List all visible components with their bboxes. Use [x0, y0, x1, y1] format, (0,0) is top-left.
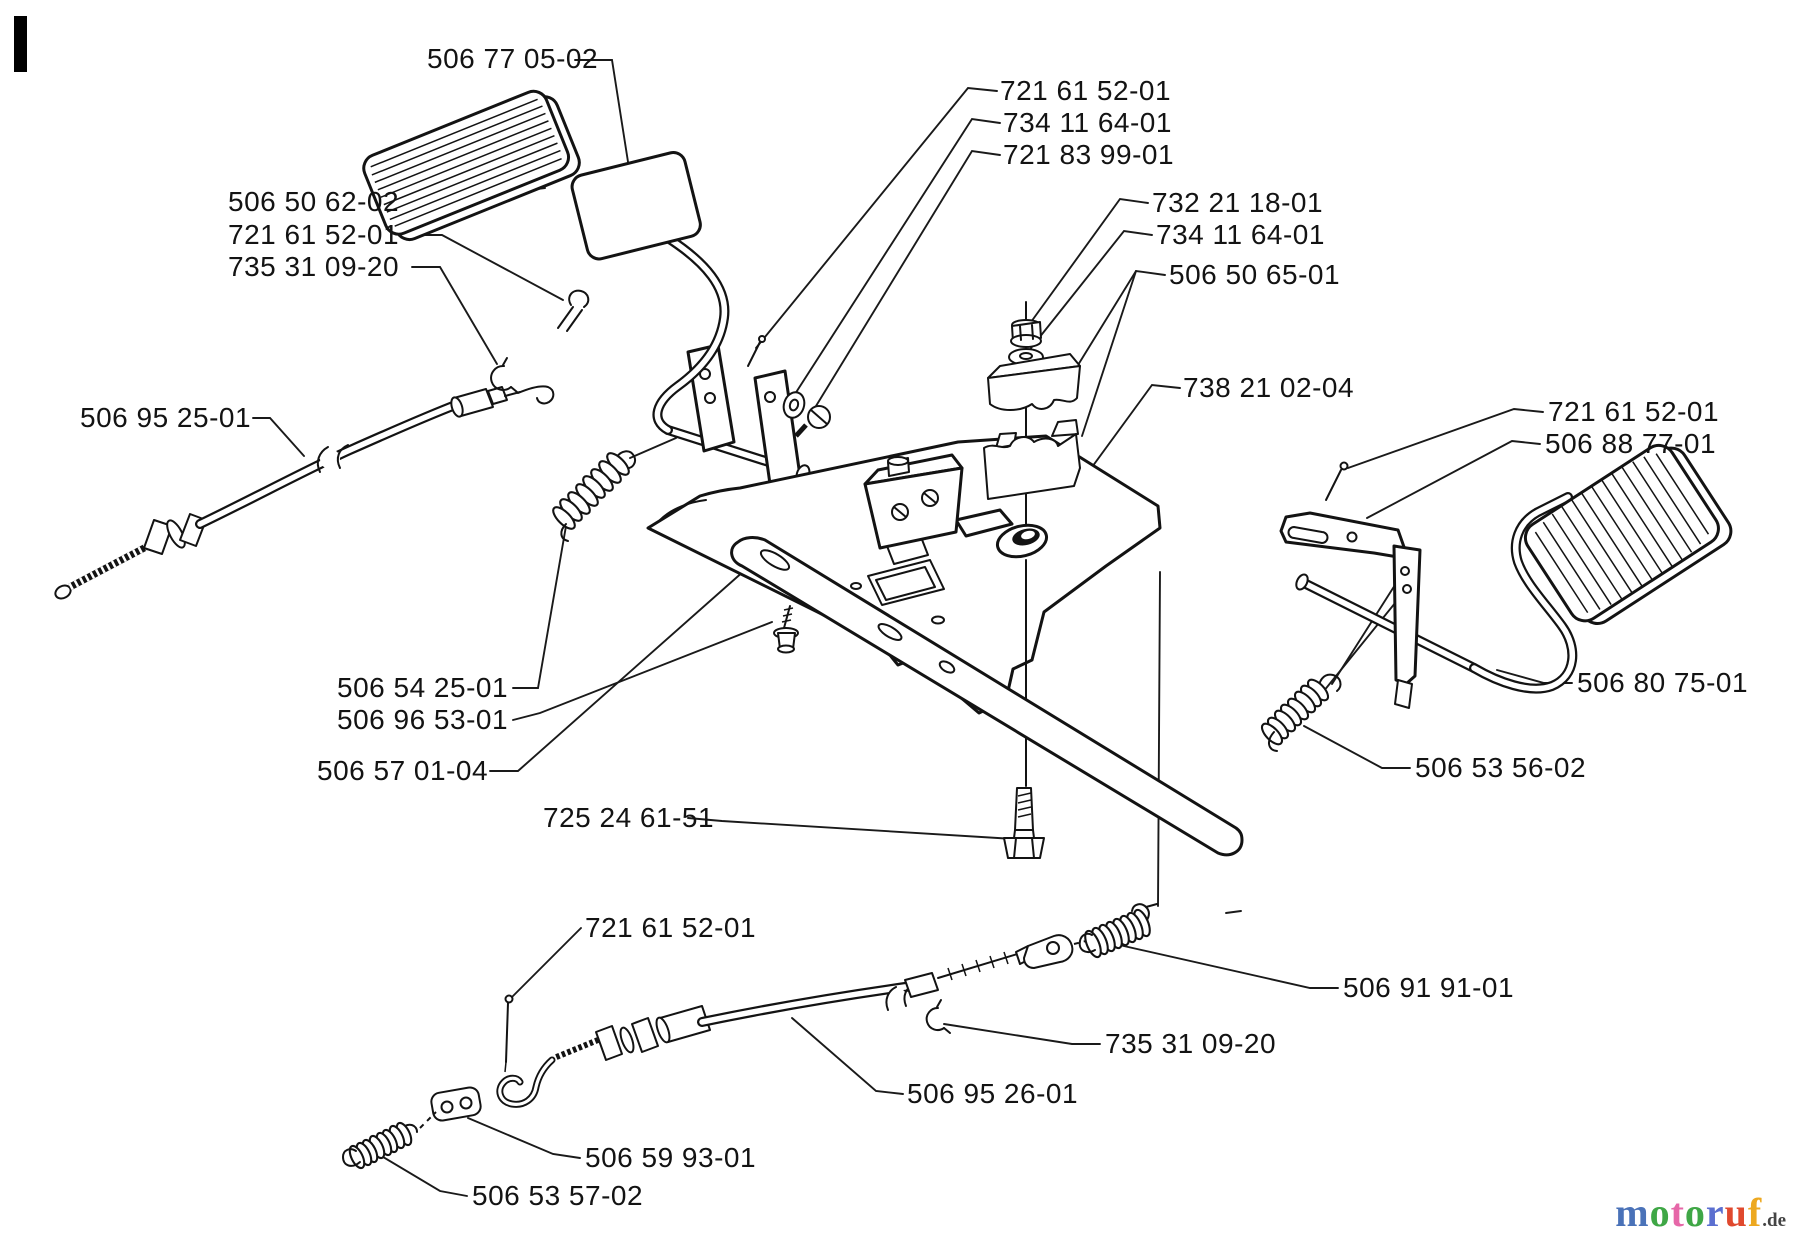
- cable-anchor-block: [420, 1086, 482, 1128]
- part-label-8: 506 50 62-02: [228, 186, 400, 217]
- cotter-pin-middle: [748, 336, 765, 366]
- watermark-suffix: .de: [1762, 1210, 1786, 1231]
- part-label-21: 506 91 91-01: [1343, 972, 1515, 1003]
- attachment-line: [630, 438, 676, 458]
- part-label-17: 506 96 53-01: [337, 704, 509, 735]
- part-label-9: 721 61 52-01: [228, 219, 400, 250]
- part-label-0: 506 77 05-02: [427, 43, 599, 74]
- spring-bottom-left: [343, 1121, 417, 1170]
- e-clip-bottom: [927, 1000, 950, 1033]
- return-spring-upper: [550, 450, 635, 541]
- hairpin-cotter-pin: [558, 291, 588, 331]
- adjuster-nut: [632, 1018, 658, 1052]
- dash-mark: [1226, 911, 1241, 913]
- part-label-25: 506 53 57-02: [472, 1180, 644, 1211]
- part-label-11: 506 95 25-01: [80, 402, 252, 433]
- e-clip-upper: [491, 358, 517, 392]
- part-label-22: 735 31 09-20: [1105, 1028, 1277, 1059]
- page-corner-marker: [14, 16, 27, 72]
- part-label-5: 734 11 64-01: [1156, 219, 1325, 250]
- clamp-stack: [984, 320, 1080, 499]
- part-label-13: 506 88 77-01: [1545, 428, 1717, 459]
- part-label-16: 506 54 25-01: [337, 672, 509, 703]
- adjuster-nut: [596, 1026, 622, 1060]
- part-label-1: 721 61 52-01: [1000, 75, 1172, 106]
- watermark-letter: t: [1670, 1190, 1685, 1235]
- watermark-letter: u: [1724, 1190, 1748, 1235]
- flange-screw: [774, 606, 798, 653]
- part-label-20: 721 61 52-01: [585, 912, 757, 943]
- part-label-24: 506 59 93-01: [585, 1142, 757, 1173]
- cable-hook-end: [518, 386, 553, 403]
- pivot-bracket: [755, 371, 800, 484]
- part-label-23: 506 95 26-01: [907, 1078, 1079, 1109]
- part-label-15: 506 53 56-02: [1415, 752, 1587, 783]
- watermark-letter: r: [1705, 1190, 1725, 1235]
- part-label-14: 506 80 75-01: [1577, 667, 1749, 698]
- part-label-18: 506 57 01-04: [317, 755, 489, 786]
- watermark-logo: [1615, 1190, 1786, 1235]
- watermark-letter: f: [1747, 1190, 1763, 1235]
- left-pedal-assembly: [657, 238, 811, 485]
- pin-bottom: [505, 996, 513, 1073]
- watermark-letter: o: [1684, 1190, 1706, 1235]
- part-label-19: 725 24 61-51: [543, 802, 715, 833]
- part-label-2: 734 11 64-01: [1003, 107, 1172, 138]
- clamp-half-lower: [1052, 420, 1078, 436]
- part-label-7: 738 21 02-04: [1183, 372, 1355, 403]
- part-label-3: 721 83 99-01: [1003, 139, 1175, 170]
- part-label-4: 732 21 18-01: [1152, 187, 1324, 218]
- hex-bolt: [1004, 788, 1044, 858]
- cable-ferrule: [905, 973, 938, 997]
- right-pedal-pad: [1519, 434, 1737, 634]
- part-label-6: 506 50 65-01: [1169, 259, 1341, 290]
- watermark-word: [1615, 1190, 1762, 1235]
- part-label-12: 721 61 52-01: [1548, 396, 1720, 427]
- pin-right: [1326, 463, 1348, 501]
- attachment-line: [1158, 572, 1160, 906]
- cable-clevis-eye: [1016, 935, 1072, 968]
- part-label-10: 735 31 09-20: [228, 251, 400, 282]
- watermark-letter: o: [1649, 1190, 1671, 1235]
- watermark-letter: m: [1615, 1190, 1650, 1235]
